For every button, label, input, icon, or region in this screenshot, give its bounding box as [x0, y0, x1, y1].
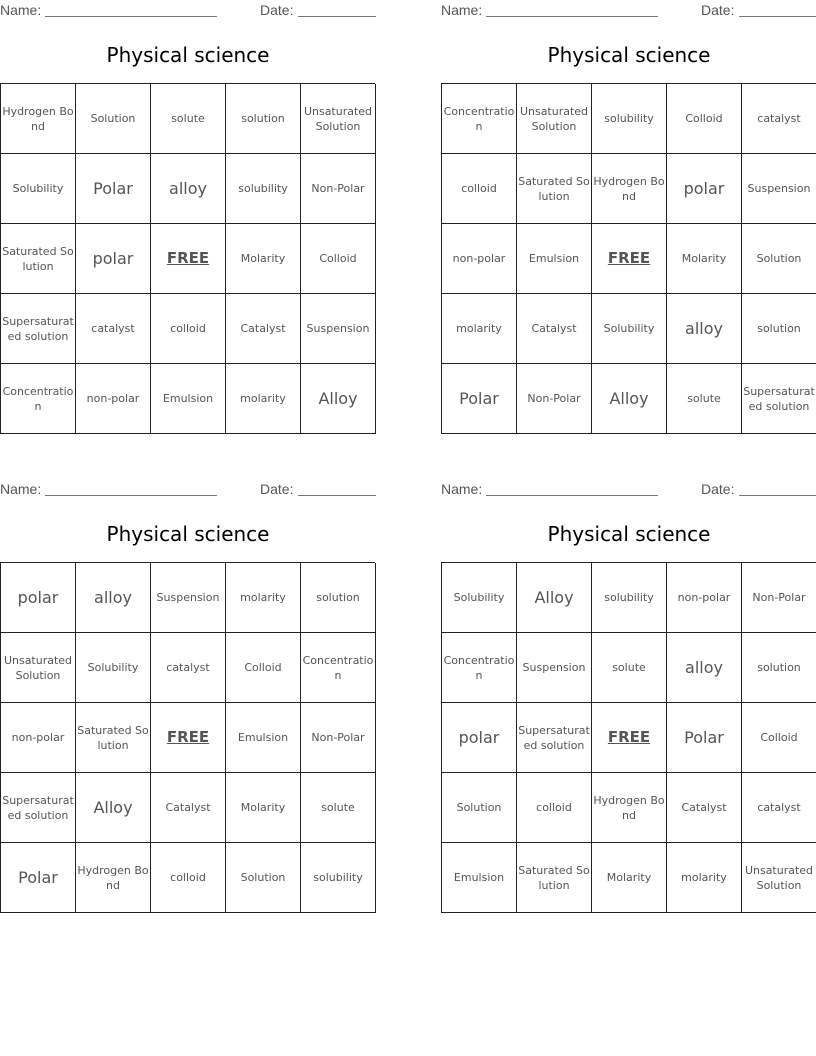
bingo-cell: solute — [667, 364, 742, 434]
bingo-cell: Emulsion — [226, 703, 301, 773]
bingo-cell: solubility — [592, 84, 667, 154]
bingo-cell: Concentration — [1, 364, 76, 434]
bingo-cell: solute — [151, 84, 226, 154]
bingo-cell: solution — [226, 84, 301, 154]
bingo-cell: Saturated Solution — [1, 224, 76, 294]
bingo-cell: Catalyst — [667, 773, 742, 843]
bingo-cell: non-polar — [442, 224, 517, 294]
date-label: Date: — [260, 481, 294, 497]
card-title: Physical science — [547, 43, 711, 67]
bingo-card-4 — [441, 479, 816, 915]
bingo-cell: Catalyst — [226, 294, 301, 364]
bingo-cell: Solution — [442, 773, 517, 843]
free-space: FREE — [592, 224, 667, 294]
bingo-cell: polar — [442, 703, 517, 773]
bingo-cell: Suspension — [301, 294, 376, 364]
bingo-grid — [0, 562, 375, 913]
date-label: Date: — [701, 481, 735, 497]
card-title: Physical science — [106, 522, 270, 546]
bingo-cell: molarity — [667, 843, 742, 913]
bingo-cell: Concentration — [442, 84, 517, 154]
free-space: FREE — [151, 224, 226, 294]
bingo-cell: Suspension — [517, 633, 592, 703]
bingo-cell: Supersaturated solution — [742, 364, 816, 434]
date-line — [298, 495, 376, 496]
bingo-cell: solubility — [226, 154, 301, 224]
bingo-cell: Unsaturated Solution — [742, 843, 816, 913]
bingo-cell: Emulsion — [151, 364, 226, 434]
bingo-cell: Polar — [442, 364, 517, 434]
bingo-cell: alloy — [151, 154, 226, 224]
name-label: Name: — [441, 481, 483, 497]
bingo-cell: solubility — [301, 843, 376, 913]
name-label: Name: — [441, 2, 483, 18]
bingo-cell: alloy — [667, 633, 742, 703]
free-space: FREE — [151, 703, 226, 773]
bingo-cell: catalyst — [76, 294, 151, 364]
bingo-cell: polar — [667, 154, 742, 224]
bingo-cell: Supersaturated solution — [517, 703, 592, 773]
bingo-cell: colloid — [442, 154, 517, 224]
bingo-cell: colloid — [151, 843, 226, 913]
bingo-cell: polar — [76, 224, 151, 294]
date-line — [739, 495, 816, 496]
bingo-cell: solution — [301, 563, 376, 633]
name-date-header — [0, 0, 376, 22]
bingo-cell: non-polar — [76, 364, 151, 434]
bingo-cell: Emulsion — [517, 224, 592, 294]
date-label: Date: — [701, 2, 735, 18]
name-label: Name: — [0, 2, 42, 18]
bingo-cell: non-polar — [1, 703, 76, 773]
bingo-cell: Solubility — [76, 633, 151, 703]
bingo-grid — [441, 562, 816, 913]
bingo-cell: Unsaturated Solution — [301, 84, 376, 154]
bingo-cell: Colloid — [226, 633, 301, 703]
name-line — [486, 495, 658, 496]
bingo-cell: Solubility — [442, 563, 517, 633]
bingo-cell: alloy — [667, 294, 742, 364]
name-line — [486, 16, 658, 17]
bingo-cell: Non-Polar — [301, 154, 376, 224]
bingo-card-3 — [0, 479, 376, 915]
bingo-cell: Alloy — [76, 773, 151, 843]
bingo-cell: Non-Polar — [742, 563, 816, 633]
bingo-cell: Polar — [76, 154, 151, 224]
bingo-cell: catalyst — [742, 773, 816, 843]
bingo-card-1 — [0, 0, 376, 436]
bingo-cell: catalyst — [151, 633, 226, 703]
name-date-header — [441, 479, 816, 501]
bingo-cell: Concentration — [442, 633, 517, 703]
bingo-cell: alloy — [76, 563, 151, 633]
name-label: Name: — [0, 481, 42, 497]
bingo-cell: Supersaturated solution — [1, 773, 76, 843]
bingo-cell: Solubility — [592, 294, 667, 364]
bingo-cell: Catalyst — [151, 773, 226, 843]
date-label: Date: — [260, 2, 294, 18]
bingo-cell: solubility — [592, 563, 667, 633]
bingo-cell: Solution — [742, 224, 816, 294]
bingo-cell: Saturated Solution — [76, 703, 151, 773]
bingo-grid — [441, 83, 816, 434]
date-line — [298, 16, 376, 17]
bingo-cell: Suspension — [151, 563, 226, 633]
bingo-cell: Hydrogen Bond — [592, 773, 667, 843]
bingo-cell: Suspension — [742, 154, 816, 224]
card-title: Physical science — [547, 522, 711, 546]
bingo-cell: Non-Polar — [517, 364, 592, 434]
bingo-cell: Saturated Solution — [517, 843, 592, 913]
bingo-cell: colloid — [151, 294, 226, 364]
bingo-cell: catalyst — [742, 84, 816, 154]
bingo-cell: solution — [742, 633, 816, 703]
bingo-cell: molarity — [442, 294, 517, 364]
bingo-cell: Polar — [667, 703, 742, 773]
bingo-cell: Polar — [1, 843, 76, 913]
bingo-cell: solute — [592, 633, 667, 703]
name-date-header — [441, 0, 816, 22]
bingo-cell: Hydrogen Bond — [592, 154, 667, 224]
bingo-cell: Concentration — [301, 633, 376, 703]
bingo-card-2 — [441, 0, 816, 436]
name-date-header — [0, 479, 376, 501]
bingo-cell: non-polar — [667, 563, 742, 633]
bingo-cell: Hydrogen Bond — [1, 84, 76, 154]
bingo-cell: colloid — [517, 773, 592, 843]
card-title: Physical science — [106, 43, 270, 67]
bingo-cell: Alloy — [517, 563, 592, 633]
bingo-cell: Unsaturated Solution — [517, 84, 592, 154]
bingo-cell: Hydrogen Bond — [76, 843, 151, 913]
bingo-cell: Colloid — [301, 224, 376, 294]
bingo-cell: Non-Polar — [301, 703, 376, 773]
name-line — [45, 16, 217, 17]
bingo-grid — [0, 83, 375, 434]
bingo-cell: solution — [742, 294, 816, 364]
bingo-cell: Emulsion — [442, 843, 517, 913]
bingo-cell: Molarity — [667, 224, 742, 294]
date-line — [739, 16, 816, 17]
bingo-cell: Molarity — [226, 773, 301, 843]
bingo-cell: Supersaturated solution — [1, 294, 76, 364]
bingo-cell: polar — [1, 563, 76, 633]
bingo-cell: Unsaturated Solution — [1, 633, 76, 703]
name-line — [45, 495, 217, 496]
bingo-cell: Catalyst — [517, 294, 592, 364]
bingo-cell: Colloid — [742, 703, 816, 773]
bingo-cell: Molarity — [226, 224, 301, 294]
bingo-cell: molarity — [226, 563, 301, 633]
bingo-cell: Solubility — [1, 154, 76, 224]
bingo-cell: Molarity — [592, 843, 667, 913]
bingo-cell: molarity — [226, 364, 301, 434]
bingo-cell: Solution — [226, 843, 301, 913]
bingo-cell: solute — [301, 773, 376, 843]
bingo-cell: Solution — [76, 84, 151, 154]
bingo-cell: Alloy — [592, 364, 667, 434]
free-space: FREE — [592, 703, 667, 773]
bingo-cell: Alloy — [301, 364, 376, 434]
bingo-cell: Colloid — [667, 84, 742, 154]
bingo-cell: Saturated Solution — [517, 154, 592, 224]
